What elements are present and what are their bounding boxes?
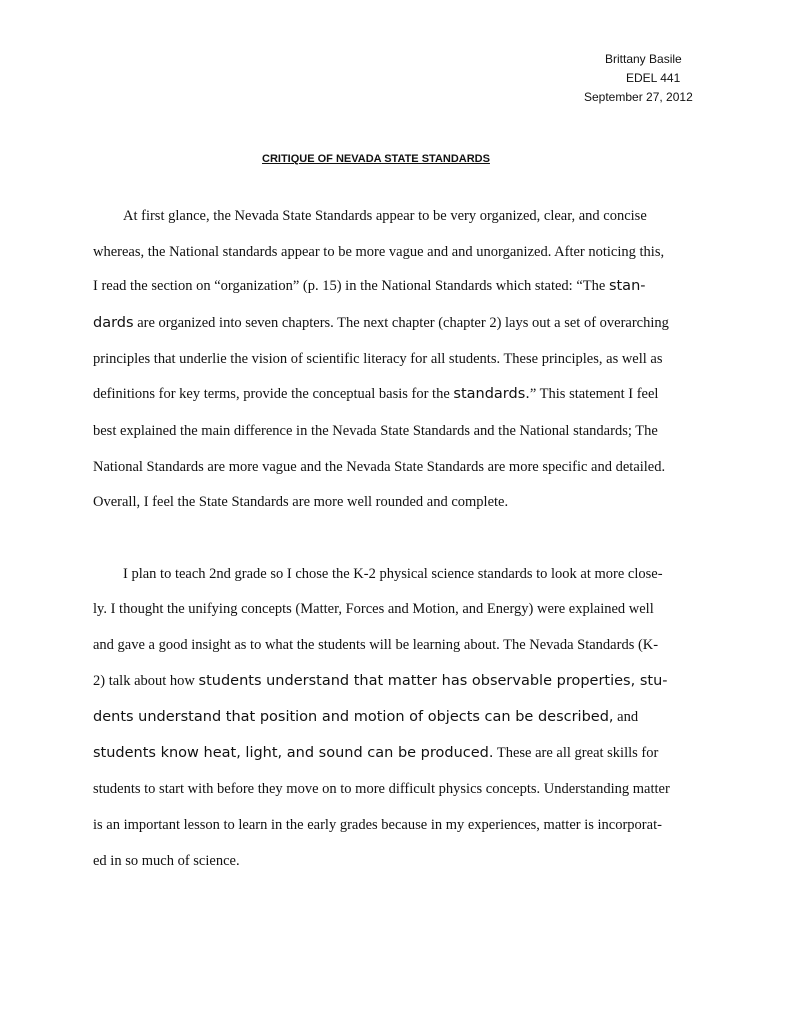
p2-line-6-text: These are all great skills for [493,745,659,761]
header-date: September 27, 2012 [584,90,693,104]
p1-line-9: Overall, I feel the State Standards are more well rounded and complete. [93,494,509,510]
p2-line-8: is an important lesson to learn in the early grades because in my experiences, matter is incorporat- [93,817,662,833]
p2-line-7: students to start with before they move on to more difficult physics concepts. Understanding matter [93,781,670,797]
p1-line-2: whereas, the National standards appear to be more vague and and unorganized. After noticing this, [93,244,665,260]
p2-line-6 [93,744,658,762]
p1-line-6-quote: standards. [453,386,530,402]
p1-line-5: principles that underlie the vision of scientific literacy for all students. These principles, as well as [93,351,663,367]
p2-line-3: and gave a good insight as to what the students will be learning about. The Nevada Standards (K- [93,637,659,653]
p1-line-6-end: ” This statement I feel [529,386,659,402]
p1-line-3 [93,277,646,295]
p2-line-5-text: and [613,709,639,725]
p1-line-3-text: I read the section on “organization” (p. 15) in the National Standards which stated: “The [93,278,609,294]
p1-line-7: best explained the main difference in the Nevada State Standards and the National standards; The [93,423,658,439]
p2-line-4-text: 2) talk about how [93,673,199,689]
p1-line-8: National Standards are more vague and the Nevada State Standards are more specific and detailed. [93,459,666,475]
p2-line-6-quote: students know heat, light, and sound can be produced. [93,745,494,761]
p1-line-4-quote: dards [93,315,134,331]
p2-line-4-quote: students understand that matter has observable properties, stu- [198,673,668,689]
p1-line-3-quote: stan- [608,278,646,294]
p1-line-4 [93,314,669,332]
document-title: CRITIQUE OF NEVADA STATE STANDARDS [262,153,490,165]
author-name: Brittany Basile [605,52,682,66]
p1-line-4-text: are organized into seven chapters. The next chapter (chapter 2) lays out a set of overarching [133,315,669,331]
p2-line-5 [93,708,638,726]
p1-line-1: At first glance, the Nevada State Standards appear to be very organized, clear, and concise [123,208,647,224]
p1-line-6-text: definitions for key terms, provide the conceptual basis for the [93,386,454,402]
p2-line-9: ed in so much of science. [93,853,240,869]
course-code: EDEL 441 [626,71,681,85]
p2-line-4 [93,672,668,690]
p2-line-2: ly. I thought the unifying concepts (Matter, Forces and Motion, and Energy) were explained well [93,601,654,617]
p2-line-5-quote: dents understand that position and motion of objects can be described, [93,709,614,725]
p1-line-6 [93,385,658,403]
p2-line-1: I plan to teach 2nd grade so I chose the K-2 physical science standards to look at more close- [123,566,663,582]
